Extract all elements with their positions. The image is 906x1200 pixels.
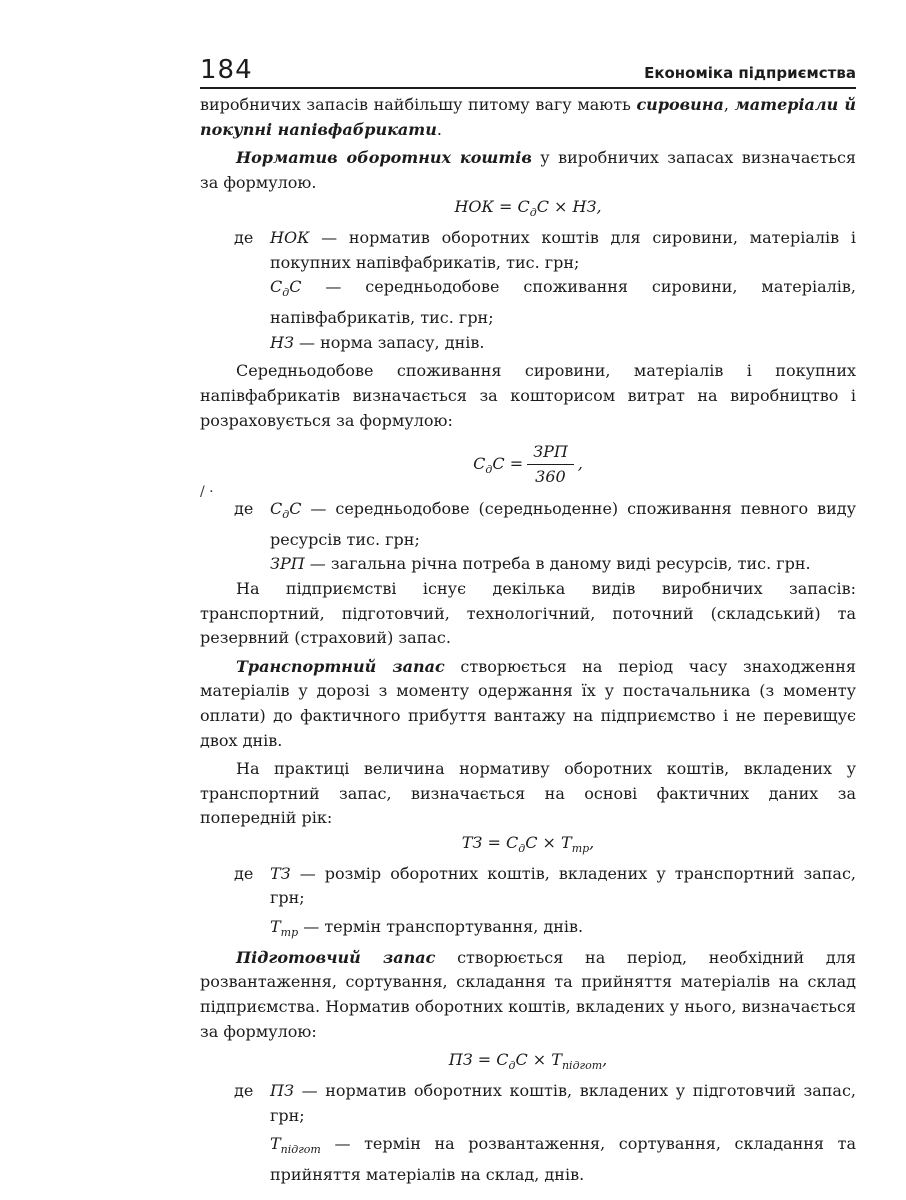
margin-mark: / · xyxy=(200,484,214,500)
fraction: $\frac{\text{ЗРП}}{360}$ xyxy=(527,440,574,489)
definition-item: $С_дС$ — середньодобове (середньоденне) споживання певного виду ресурсів тис. грн; xyxy=(270,499,856,549)
page-body xyxy=(200,93,856,1187)
page-header xyxy=(200,56,856,86)
running-title: Економіка підприємства xyxy=(644,64,856,82)
paragraph-6: На практиці величина нормативу оборотних коштів, вкладених у транспортний запас, визначається на основі фактичних даних за попередній рік: xyxy=(200,759,856,828)
definition-item: ЗРП — загальна річна потреба в даному виді ресурсів, тис. грн. xyxy=(270,554,811,574)
formula-sds: $С_дС$ = $\frac{\text{ЗРП}}{360}$ , xyxy=(200,433,856,495)
definitions-pz: де ПЗ — норматив оборотних коштів, вкладених у підготовчий запас, грн; $Т_{підгот}$ — термін на розвантаження, сортування, складання та прийняття матеріалів на склад, днів. xyxy=(200,1079,856,1188)
definitions-sds: де $С_дС$ — середньодобове (середньоденне) споживання певного виду ресурсів тис. грн; ЗРП — загальна річна потреба в даному виді ресурсів, тис. грн. xyxy=(200,497,856,577)
paragraph-1: виробничих запасів найбільшу питому вагу мають сировина, матеріали й покупні напівфабрикати. xyxy=(200,95,856,139)
definition-item: $Т_{тр}$ — термін транспортування, днів. xyxy=(270,916,584,940)
header-rule xyxy=(200,87,856,89)
paragraph-5: Транспортний запас створюється на період часу знаходження матеріалів у дорозі з моменту одержання їх у постачальника (з моменту оплати) до фактичного прибуття вантажу на підприємство і не перевищує двох днів. xyxy=(200,656,856,750)
definition-item: $С_дС$ — середньодобове споживання сировини, матеріалів, напівфабрикатів, тис. грн; xyxy=(270,277,856,328)
formula-nok: НОК = $С_дС$ × НЗ, xyxy=(454,197,602,220)
formula-tz: ТЗ = $С_дС \times Т_{тр}$, xyxy=(461,833,595,856)
formula-pz: ПЗ = $С_дС \times Т_{підгот}$, xyxy=(448,1050,608,1073)
paragraph-7: Підготовчий запас створюється на період, необхідний для розвантаження, сортування, складання та прийняття матеріалів на склад підприємства. Норматив оборотних коштів, вкладених у нього, визначається за формулою: xyxy=(200,947,857,1041)
definition-item: ТЗ — розмір оборотних коштів, вкладених у транспортний запас, грн; xyxy=(270,863,856,908)
page-number: 184 xyxy=(200,55,253,85)
definition-item: ПЗ — норматив оборотних коштів, вкладених у підготовчий запас, грн; xyxy=(270,1080,856,1125)
definitions-tz: де ТЗ — розмір оборотних коштів, вкладених у транспортний запас, грн; $Т_{тр}$ — термін транспортування, днів. xyxy=(200,862,856,946)
paragraph-3: Середньодобове споживання сировини, матеріалів і покупних напівфабрикатів визначається за кошторисом витрат на виробництво і розраховується за формулою: xyxy=(200,361,856,430)
definitions-nok: де НОК — норматив оборотних коштів для сировини, матеріалів і покупних напівфабрикатів, тис. грн; $С_дС$ — середньодобове споживання сировини, матеріалів, напівфабрикатів, тис. грн; НЗ — норма запасу, днів. xyxy=(200,226,856,355)
definition-item: НЗ — норма запасу, днів. xyxy=(270,332,485,352)
definition-item: $Т_{підгот}$ — термін на розвантаження, сортування, складання та прийняття матеріалів на склад, днів. xyxy=(270,1134,856,1184)
definition-item: НОК — норматив оборотних коштів для сировини, матеріалів і покупних напівфабрикатів, тис. грн; xyxy=(270,228,856,272)
paragraph-4: На підприємстві існує декілька видів виробничих запасів: транспортний, підготовчий, технологічний, поточний (складський) та резервний (страховий) запас. xyxy=(200,579,856,648)
paragraph-2: Норматив оборотних коштів у виробничих запасах визначається за формулою. xyxy=(200,148,857,192)
